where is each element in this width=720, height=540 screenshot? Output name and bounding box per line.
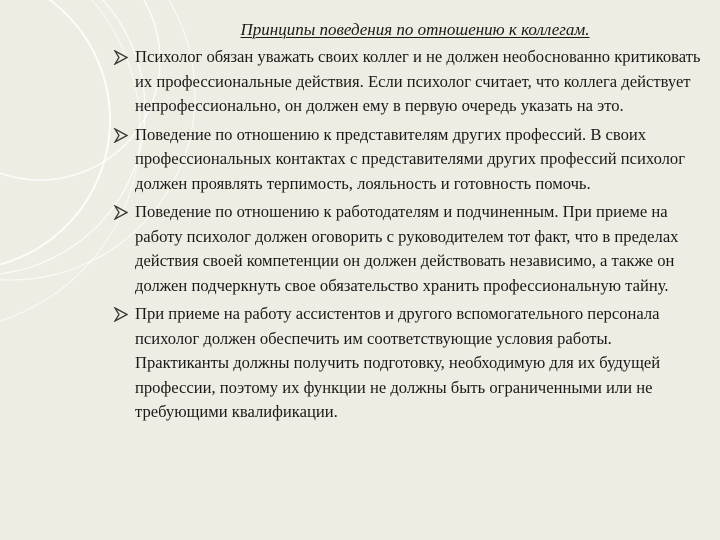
slide-title: Принципы поведения по отношению к коллегам. [240,20,590,39]
bullet-list [112,45,708,425]
slide-content [112,18,708,429]
bullet-text: При приеме на работу ассистентов и другого вспомогательного персонала психолог должен обеспечить им соответствующие условия работы. Практиканты должны получить подготовку, необходимую для их будущей профессии, поэтому их функции не должны быть ограниченными или не требующими квалификации. [135,304,661,421]
bullet-item [112,200,708,298]
bullet-item [112,45,708,119]
arrowhead-bullet-icon [113,307,128,322]
arrowhead-bullet-icon [113,128,128,143]
bullet-text: Психолог обязан уважать своих коллег и не должен необоснованно критиковать их профессиональные действия. Если психолог считает, что коллега действует непрофессионально, он должен ему в первую очередь указать на это. [135,47,701,115]
bullet-item [112,302,708,425]
bullet-text: Поведение по отношению к работодателям и подчиненным. При приеме на работу психолог должен оговорить с руководителем тот факт, что в пределах действия своей компетенции он должен действовать независимо, а также он должен подчеркнуть свое обязательство хранить профессиональную тайну. [135,202,679,295]
arrowhead-bullet-icon [113,50,128,65]
bullet-item [112,123,708,197]
bullet-text: Поведение по отношению к представителям других профессий. В своих профессиональных контактах с представителями других профессий психолог должен проявлять терпимость, лояльность и готовность помочь. [135,124,686,193]
arrowhead-bullet-icon [113,205,128,220]
